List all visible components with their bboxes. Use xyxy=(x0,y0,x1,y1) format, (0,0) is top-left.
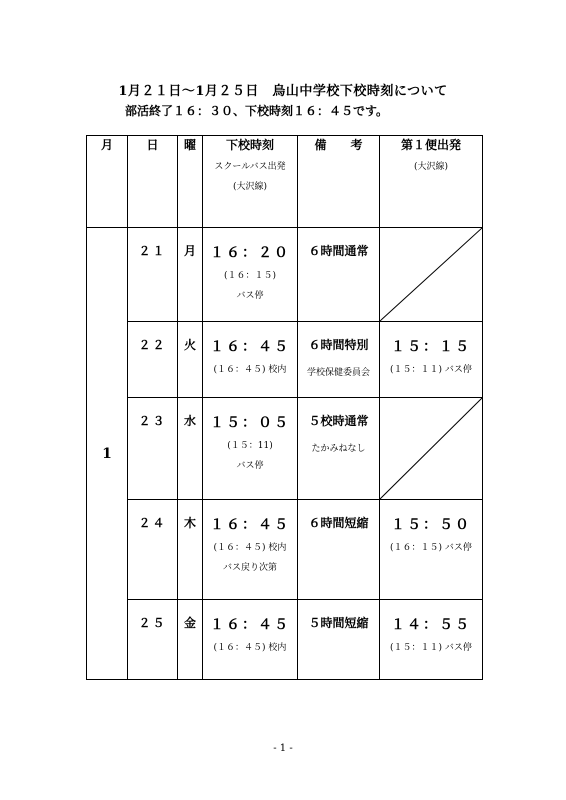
note-value: ６時間短縮 xyxy=(308,516,369,530)
dismissal-time: １６：４５ xyxy=(210,339,290,355)
dismissal-sub1: (１６：４５) 校内 xyxy=(213,643,287,653)
dismissal-cell xyxy=(203,500,298,600)
note-sub: たかみねなし xyxy=(311,444,366,454)
document-title: 1月２１日～1月２５日 烏山中学校下校時刻について xyxy=(118,84,448,99)
note-value: ６時間通常 xyxy=(308,244,369,258)
table-row xyxy=(87,322,483,398)
day-value: ２２ xyxy=(138,338,167,352)
table-row xyxy=(87,500,483,600)
dismissal-cell xyxy=(203,600,298,680)
dismissal-sub1: (１６：４５) 校内 xyxy=(213,365,287,375)
day-cell xyxy=(128,500,178,600)
dismissal-sub1: (１６：１５) xyxy=(223,271,277,281)
weekday-value: 月 xyxy=(183,244,196,258)
table-row xyxy=(87,398,483,500)
dismissal-time: １６：４５ xyxy=(210,517,290,533)
first-bus-cell-empty xyxy=(380,228,483,322)
month-cell: 1 xyxy=(87,228,128,680)
page-number: - 1 - xyxy=(273,743,293,754)
note-cell xyxy=(298,600,380,680)
dismissal-sub2: バス戻り次第 xyxy=(222,563,277,573)
dismissal-time: １６：４５ xyxy=(210,617,290,633)
schedule-table xyxy=(86,135,483,680)
note-cell xyxy=(298,500,380,600)
table-row xyxy=(87,600,483,680)
dismissal-sub2: バス停 xyxy=(236,461,264,471)
header-row xyxy=(87,136,483,228)
day-value: ２１ xyxy=(138,244,167,258)
document-subtitle: 部活終了１６：３０、下校時刻１６：４５です。 xyxy=(125,104,389,118)
weekday-cell xyxy=(178,228,203,322)
weekday-cell xyxy=(178,322,203,398)
header-month: 月 xyxy=(87,136,128,228)
first-bus-cell-empty xyxy=(380,398,483,500)
header-weekday: 曜 xyxy=(178,136,203,228)
dismissal-sub1: (１５：11) xyxy=(227,441,273,451)
day-cell xyxy=(128,322,178,398)
note-value: ５校時通常 xyxy=(308,414,369,428)
dismissal-sub1: (１６：４５) 校内 xyxy=(213,543,287,553)
note-cell xyxy=(298,398,380,500)
note-cell xyxy=(298,228,380,322)
weekday-cell xyxy=(178,500,203,600)
header-dismissal-label: 下校時刻 xyxy=(225,138,274,152)
dismissal-cell xyxy=(203,322,298,398)
weekday-value: 水 xyxy=(183,414,196,428)
first-bus-cell xyxy=(380,600,483,680)
header-first-bus-label: 第１便出発 xyxy=(400,138,461,152)
weekday-value: 火 xyxy=(183,338,196,352)
weekday-cell xyxy=(178,398,203,500)
note-sub: 学校保健委員会 xyxy=(306,368,370,378)
first-bus-sub: (１５：１１) バス停 xyxy=(390,643,472,653)
header-dismissal-sub2: (大沢線) xyxy=(232,182,268,192)
header-dismissal-sub1: スクールバス出発 xyxy=(214,162,286,172)
first-bus-time: １５：５０ xyxy=(391,517,471,533)
first-bus-sub: (１６：１５) バス停 xyxy=(390,543,472,553)
day-value: ２３ xyxy=(138,414,167,428)
table-row xyxy=(87,228,483,322)
weekday-cell xyxy=(178,600,203,680)
first-bus-sub: (１５：１１) バス停 xyxy=(390,365,472,375)
header-day: 日 xyxy=(128,136,178,228)
first-bus-time: １５：１５ xyxy=(391,339,471,355)
diagonal-line xyxy=(380,228,482,321)
weekday-value: 金 xyxy=(183,616,196,630)
weekday-value: 木 xyxy=(183,516,196,530)
note-value: ６時間特別 xyxy=(308,338,369,352)
dismissal-time: １６：２０ xyxy=(210,245,290,261)
header-first-bus xyxy=(380,136,483,228)
dismissal-time: １５：０５ xyxy=(210,415,290,431)
day-cell xyxy=(128,398,178,500)
diagonal-line xyxy=(380,398,482,499)
day-value: ２４ xyxy=(138,516,167,530)
header-dismissal xyxy=(203,136,298,228)
day-value: ２５ xyxy=(138,616,167,630)
note-cell xyxy=(298,322,380,398)
first-bus-cell xyxy=(380,322,483,398)
header-notes: 備 考 xyxy=(298,136,380,228)
dismissal-sub2: バス停 xyxy=(236,291,264,301)
dismissal-cell xyxy=(203,398,298,500)
dismissal-cell xyxy=(203,228,298,322)
day-cell xyxy=(128,228,178,322)
first-bus-cell xyxy=(380,500,483,600)
first-bus-time: １４：５５ xyxy=(391,617,471,633)
note-value: ５時間短縮 xyxy=(308,616,369,630)
day-cell xyxy=(128,600,178,680)
header-first-bus-sub: (大沢線) xyxy=(413,162,449,172)
